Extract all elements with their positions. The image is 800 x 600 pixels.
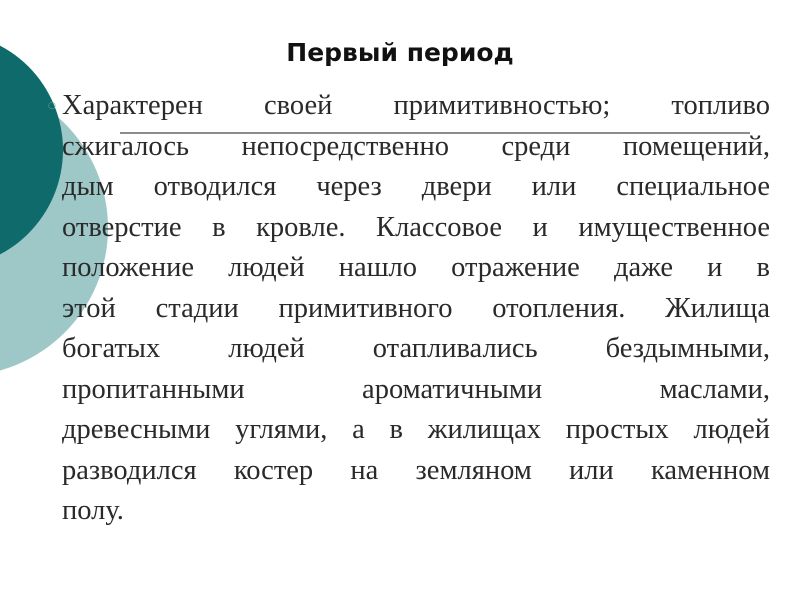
slide-body-text [62, 86, 770, 532]
body-line: древесными углями, а в жилищах простых людей [62, 414, 770, 445]
body-line: дым отводился через двери или специальное [62, 171, 770, 202]
body-line: пропитанными ароматичными маслами, [62, 373, 770, 405]
body-line: положение людей нашло отражение даже и в [62, 252, 770, 283]
body-line: отверстие в кровле. Классовое и имущественное [62, 211, 770, 243]
slide-title: Первый период [286, 38, 514, 67]
body-line: богатых людей отапливались бездымными, [62, 333, 770, 364]
bullet-icon: ○ [48, 101, 56, 111]
body-line: полу. [62, 495, 124, 526]
body-line: Характерен своей примитивностью; топливо [62, 90, 770, 121]
body-line: разводился костер на земляном или каменном [62, 454, 770, 486]
body-line: сжигалось непосредственно среди помещений, [62, 130, 770, 162]
body-line: этой стадии примитивного отопления. Жилища [62, 292, 770, 324]
